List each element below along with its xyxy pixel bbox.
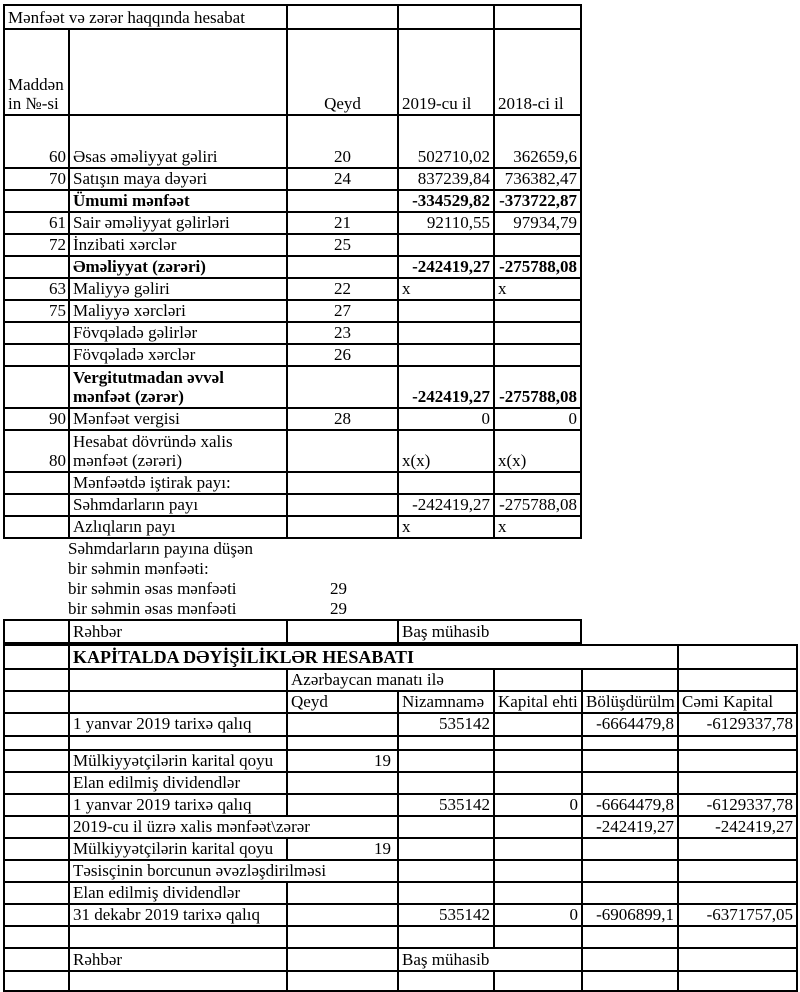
cell-qeyd: 19 [287, 750, 398, 772]
cell-qeyd [287, 736, 398, 750]
cell-cemi-kapital: -6371757,05 [678, 904, 797, 926]
equity-statement-table [3, 644, 798, 991]
cell [398, 926, 494, 948]
cell-item-no [4, 713, 69, 735]
cell-bolusdurulmemis: -242419,27 [582, 816, 678, 838]
income-signature-row [4, 620, 581, 643]
cell-kapital-ehtiyati [494, 713, 582, 735]
cell-label: Mülkiyyətçilərin karital qoyu [69, 838, 287, 860]
cell-qeyd [287, 366, 398, 408]
income-row [4, 430, 581, 472]
income-header-row [4, 29, 581, 115]
cell [678, 948, 797, 971]
equity-empty-row [4, 971, 797, 991]
cell-item-no [4, 772, 69, 794]
cell-label: Fövqəladə gəlirlər [69, 322, 287, 344]
cell-label: Satışın maya dəyəri [69, 168, 287, 190]
cell-qeyd [287, 772, 398, 794]
cell-item-no: 61 [4, 212, 69, 234]
cell-qeyd: 22 [287, 278, 398, 300]
cell [582, 948, 678, 971]
cell-nizamname [398, 860, 494, 882]
per-share-note-row [3, 599, 800, 619]
income-row [4, 344, 581, 366]
cell-item-no [4, 494, 69, 516]
cell-2018: -275788,08 [494, 366, 581, 408]
per-share-note-row [3, 559, 800, 579]
equity-col-cemi-kapital: Cəmi Kapital [678, 691, 797, 713]
per-share-note-row [3, 579, 800, 599]
cell-bolusdurulmemis: -6906899,1 [582, 904, 678, 926]
cell-bolusdurulmemis: -6664479,8 [582, 794, 678, 816]
cell [678, 926, 797, 948]
cell-cemi-kapital: -6129337,78 [678, 713, 797, 735]
cell-label: Fövqəladə xərclər [69, 344, 287, 366]
equity-row [4, 816, 797, 838]
cell-qeyd [287, 256, 398, 278]
cell-nizamname: 535142 [398, 794, 494, 816]
cell-2019: x(x) [398, 430, 494, 472]
cell-2019: 0 [398, 408, 494, 430]
equity-col-bolusdurulmemis: Bölüşdürülm [582, 691, 678, 713]
column-header-2019: 2019-cu il [398, 29, 494, 115]
cell [582, 971, 678, 991]
income-row [4, 494, 581, 516]
cell [69, 669, 287, 691]
equity-row [4, 750, 797, 772]
cell-nizamname: 535142 [398, 904, 494, 926]
cell-kapital-ehtiyati [494, 816, 582, 838]
cell-cemi-kapital [678, 860, 797, 882]
cell-cemi-kapital [678, 838, 797, 860]
income-row [4, 190, 581, 212]
income-title-row [4, 5, 581, 29]
cell-kapital-ehtiyati [494, 882, 582, 904]
cell-kapital-ehtiyati [494, 838, 582, 860]
cell-item-no [4, 882, 69, 904]
cell-bolusdurulmemis [582, 882, 678, 904]
cell-2018: -373722,87 [494, 190, 581, 212]
cell-qeyd: 20 [287, 115, 398, 168]
cell-qeyd: 23 [287, 322, 398, 344]
cell-label: 1 yanvar 2019 tarixə qalıq [69, 794, 287, 816]
cell-cemi-kapital [678, 736, 797, 750]
cell-kapital-ehtiyati: 0 [494, 904, 582, 926]
column-header-2018: 2018-ci il [494, 29, 581, 115]
cell-bolusdurulmemis [582, 860, 678, 882]
cell-label: Mülkiyyətçilərin karital qoyu [69, 750, 287, 772]
cell-qeyd: 24 [287, 168, 398, 190]
income-row [4, 168, 581, 190]
cell [69, 691, 287, 713]
cell-2019: x [398, 516, 494, 538]
cell-2018: x [494, 278, 581, 300]
cell-qeyd: 21 [287, 212, 398, 234]
cell-item-no: 75 [4, 300, 69, 322]
cell-2018: 97934,79 [494, 212, 581, 234]
equity-row [4, 772, 797, 794]
cell [398, 5, 494, 29]
cell-item-no [4, 736, 69, 750]
cell [69, 971, 287, 991]
signature-director-label: Rəhbər [69, 620, 287, 643]
cell-qeyd: 27 [287, 300, 398, 322]
cell-kapital-ehtiyati [494, 750, 582, 772]
income-row [4, 472, 581, 494]
cell-item-no [4, 516, 69, 538]
cell-bolusdurulmemis [582, 838, 678, 860]
cell-label: Vergitutmadan əvvəl mənfəət (zərər) [69, 366, 287, 408]
cell-nizamname: 535142 [398, 713, 494, 735]
cell-qeyd [287, 430, 398, 472]
cell-qeyd [287, 882, 398, 904]
cell-label: Elan edilmiş dividendlər [69, 882, 287, 904]
equity-col-kapital-ehtiyati: Kapital ehti [494, 691, 582, 713]
cell-label: Ümumi mənfəət [69, 190, 287, 212]
cell-label: Hesabat dövründə xalis mənfəət (zərəri) [69, 430, 287, 472]
income-row [4, 366, 581, 408]
cell-item-no: 80 [4, 430, 69, 472]
cell-2019 [398, 472, 494, 494]
cell-kapital-ehtiyati [494, 860, 582, 882]
cell-qeyd [287, 794, 398, 816]
cell-item-no [4, 904, 69, 926]
cell-bolusdurulmemis [582, 772, 678, 794]
cell-2019: 92110,55 [398, 212, 494, 234]
equity-row [4, 882, 797, 904]
equity-col-nizamname: Nizamnamə [398, 691, 494, 713]
cell-item-no: 90 [4, 408, 69, 430]
cell-label: 2019-cu il üzrə xalis mənfəət\zərər [69, 816, 398, 838]
cell [494, 5, 581, 29]
cell [287, 948, 398, 971]
cell-item-no [4, 366, 69, 408]
cell [4, 926, 69, 948]
income-row [4, 256, 581, 278]
cell-2019 [398, 234, 494, 256]
column-header-item-no: Maddənin №-si [4, 29, 69, 115]
income-row [4, 322, 581, 344]
cell-label: Əməliyyat (zərəri) [69, 256, 287, 278]
cell-label: Mənfəət vergisi [69, 408, 287, 430]
cell-nizamname [398, 772, 494, 794]
cell-2018 [494, 344, 581, 366]
cell-kapital-ehtiyati: 0 [494, 794, 582, 816]
signature-accountant-label: Baş mühasib [398, 620, 581, 643]
cell-qeyd: 28 [287, 408, 398, 430]
cell-label: Sair əməliyyat gəlirləri [69, 212, 287, 234]
cell-2018 [494, 322, 581, 344]
cell-label: Əsas əməliyyat gəliri [69, 115, 287, 168]
cell-2019 [398, 300, 494, 322]
cell [494, 971, 582, 991]
income-statement-title: Mənfəət və zərər haqqında hesabat [4, 5, 287, 29]
cell-bolusdurulmemis [582, 750, 678, 772]
cell-item-no: 72 [4, 234, 69, 256]
cell-2019: -334529,82 [398, 190, 494, 212]
cell-label: İnzibati xərclər [69, 234, 287, 256]
cell-item-no [4, 190, 69, 212]
cell-label: Elan edilmiş dividendlər [69, 772, 287, 794]
cell-item-no: 60 [4, 115, 69, 168]
cell-item-no [4, 256, 69, 278]
cell-item-no [4, 860, 69, 882]
income-row [4, 278, 581, 300]
cell-qeyd: 25 [287, 234, 398, 256]
cell-kapital-ehtiyati [494, 736, 582, 750]
equity-statement-title: KAPİTALDA DƏYİŞİLİKLƏR HESABATI [69, 645, 678, 669]
cell-2019: 837239,84 [398, 168, 494, 190]
signature-director-label: Rəhbər [69, 948, 287, 971]
cell-cemi-kapital [678, 750, 797, 772]
cell-2018 [494, 234, 581, 256]
income-row [4, 212, 581, 234]
cell-cemi-kapital [678, 882, 797, 904]
cell-bolusdurulmemis: -6664479,8 [582, 713, 678, 735]
income-row [4, 234, 581, 256]
equity-row [4, 794, 797, 816]
cell [494, 926, 582, 948]
cell-qeyd [287, 713, 398, 735]
cell-2018 [494, 472, 581, 494]
cell-2018: -275788,08 [494, 256, 581, 278]
cell-2018 [494, 300, 581, 322]
cell-qeyd [287, 494, 398, 516]
cell-cemi-kapital [678, 772, 797, 794]
cell-bolusdurulmemis [582, 736, 678, 750]
cell-qeyd [287, 904, 398, 926]
cell-item-no: 63 [4, 278, 69, 300]
cell [69, 926, 287, 948]
cell-label: Təsisçinin borcunun əvəzləşdirilməsi [69, 860, 398, 882]
income-row [4, 408, 581, 430]
cell-item-no [4, 816, 69, 838]
cell-2019 [398, 322, 494, 344]
cell [4, 669, 69, 691]
cell-label: Maliyyə gəliri [69, 278, 287, 300]
cell [678, 971, 797, 991]
cell-item-no [4, 750, 69, 772]
cell-2018: 362659,6 [494, 115, 581, 168]
signature-accountant-label: Baş mühasib [398, 948, 582, 971]
cell-nizamname [398, 882, 494, 904]
cell-2019: -242419,27 [398, 256, 494, 278]
note-qeyd: 29 [330, 579, 347, 599]
note-label: bir səhmin mənfəəti: [68, 559, 209, 579]
cell-item-no [4, 794, 69, 816]
cell-label: 1 yanvar 2019 tarixə qalıq [69, 713, 287, 735]
cell [69, 29, 287, 115]
cell-2018: 0 [494, 408, 581, 430]
currency-note: Azərbaycan manatı ilə [287, 669, 494, 691]
cell-label: 31 dekabr 2019 tarixə qalıq [69, 904, 287, 926]
per-share-notes-block [3, 539, 800, 619]
cell-2019: -242419,27 [398, 366, 494, 408]
cell-item-no: 70 [4, 168, 69, 190]
note-label: bir səhmin əsas mənfəəti [68, 579, 237, 599]
cell [4, 645, 69, 669]
income-signature-table [3, 619, 582, 644]
equity-row [4, 904, 797, 926]
cell [287, 5, 398, 29]
income-row [4, 115, 581, 168]
cell-cemi-kapital: -242419,27 [678, 816, 797, 838]
cell-kapital-ehtiyati [494, 772, 582, 794]
cell-2018: x [494, 516, 581, 538]
income-statement-table [3, 4, 582, 539]
cell [678, 645, 797, 669]
cell [287, 620, 398, 643]
income-row [4, 516, 581, 538]
cell-2019 [398, 344, 494, 366]
cell-nizamname [398, 816, 494, 838]
equity-row [4, 736, 797, 750]
cell [4, 948, 69, 971]
cell-label [69, 736, 287, 750]
cell [678, 669, 797, 691]
equity-col-qeyd: Qeyd [287, 691, 398, 713]
cell-qeyd: 19 [287, 838, 398, 860]
note-label: bir səhmin əsas mənfəəti [68, 599, 237, 619]
cell-nizamname [398, 838, 494, 860]
column-header-qeyd: Qeyd [287, 29, 398, 115]
income-row [4, 300, 581, 322]
cell [4, 971, 69, 991]
cell [4, 620, 69, 643]
equity-title-row [4, 645, 797, 669]
equity-currency-row [4, 669, 797, 691]
cell-2018: x(x) [494, 430, 581, 472]
cell-qeyd [287, 516, 398, 538]
cell-label: Azlıqların payı [69, 516, 287, 538]
note-label: Səhmdarların payına düşən [68, 539, 254, 559]
cell [287, 971, 398, 991]
cell [582, 669, 678, 691]
cell-2019: 502710,02 [398, 115, 494, 168]
equity-empty-row [4, 926, 797, 948]
cell-qeyd [287, 190, 398, 212]
cell [4, 691, 69, 713]
cell-label: Səhmdarların payı [69, 494, 287, 516]
cell [494, 669, 582, 691]
equity-signature-row [4, 948, 797, 971]
cell-item-no [4, 838, 69, 860]
cell-2019: x [398, 278, 494, 300]
cell-qeyd: 26 [287, 344, 398, 366]
cell-item-no [4, 344, 69, 366]
per-share-note-row [3, 539, 800, 559]
cell [287, 926, 398, 948]
cell-label: Maliyyə xərcləri [69, 300, 287, 322]
cell-2018: 736382,47 [494, 168, 581, 190]
cell-nizamname [398, 750, 494, 772]
cell-qeyd [287, 472, 398, 494]
cell-2018: -275788,08 [494, 494, 581, 516]
cell [398, 971, 494, 991]
note-qeyd: 29 [330, 599, 347, 619]
cell-label: Mənfəətdə iştirak payı: [69, 472, 287, 494]
equity-row [4, 860, 797, 882]
cell-cemi-kapital: -6129337,78 [678, 794, 797, 816]
cell-item-no [4, 322, 69, 344]
cell [582, 926, 678, 948]
cell-nizamname [398, 736, 494, 750]
cell-item-no [4, 472, 69, 494]
cell-2019: -242419,27 [398, 494, 494, 516]
equity-row [4, 713, 797, 735]
equity-row [4, 838, 797, 860]
equity-header-row [4, 691, 797, 713]
